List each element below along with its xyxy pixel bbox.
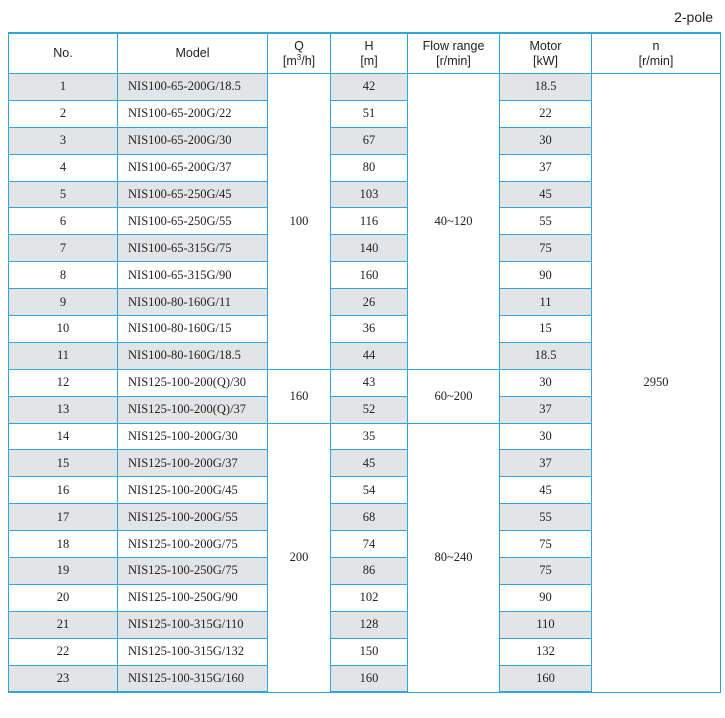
cell-no: 22 <box>9 638 118 665</box>
cell-model: NIS125-100-200G/55 <box>118 504 268 531</box>
cell-h: 26 <box>331 289 408 316</box>
cell-h: 51 <box>331 100 408 127</box>
table-body <box>9 74 721 693</box>
cell-no: 2 <box>9 100 118 127</box>
table-row <box>9 74 721 101</box>
cell-model: NIS100-65-200G/37 <box>118 154 268 181</box>
header-q-unit: $[m^3/h]$ <box>282 52 316 68</box>
cell-model: NIS125-100-250G/75 <box>118 558 268 585</box>
pole-label: 2-pole <box>674 9 713 25</box>
header-flow-range <box>408 33 500 74</box>
cell-h: 80 <box>331 154 408 181</box>
cell-no: 19 <box>9 558 118 585</box>
cell-motor: 132 <box>500 638 592 665</box>
cell-h: 42 <box>331 74 408 101</box>
cell-flow-range: 80~240 <box>408 423 500 692</box>
cell-h: 68 <box>331 504 408 531</box>
cell-model: NIS100-65-315G/90 <box>118 262 268 289</box>
cell-no: 12 <box>9 369 118 396</box>
cell-motor: 15 <box>500 316 592 343</box>
cell-model: NIS100-65-315G/75 <box>118 235 268 262</box>
cell-model: NIS125-100-200G/45 <box>118 477 268 504</box>
cell-model: NIS100-80-160G/15 <box>118 316 268 343</box>
cell-no: 6 <box>9 208 118 235</box>
cell-h: 44 <box>331 342 408 369</box>
cell-motor: 37 <box>500 154 592 181</box>
cell-no: 3 <box>9 127 118 154</box>
cell-motor: 90 <box>500 584 592 611</box>
cell-motor: 37 <box>500 396 592 423</box>
cell-model: NIS125-100-200G/37 <box>118 450 268 477</box>
cell-no: 23 <box>9 665 118 692</box>
cell-model: NIS100-65-200G/22 <box>118 100 268 127</box>
cell-motor: 30 <box>500 423 592 450</box>
cell-model: NIS100-65-250G/55 <box>118 208 268 235</box>
cell-model: NIS100-65-200G/30 <box>118 127 268 154</box>
cell-motor: 22 <box>500 100 592 127</box>
header-h <box>331 33 408 74</box>
cell-motor: 18.5 <box>500 342 592 369</box>
cell-motor: 160 <box>500 665 592 692</box>
header-q <box>268 33 331 74</box>
cell-model: NIS125-100-200(Q)/30 <box>118 369 268 396</box>
header-h-unit: [m] <box>360 53 378 68</box>
cell-no: 21 <box>9 611 118 638</box>
cell-no: 15 <box>9 450 118 477</box>
cell-h: 67 <box>331 127 408 154</box>
cell-h: 45 <box>331 450 408 477</box>
cell-no: 1 <box>9 74 118 101</box>
cell-model: NIS100-80-160G/11 <box>118 289 268 316</box>
cell-no: 18 <box>9 531 118 558</box>
cell-model: NIS125-100-315G/160 <box>118 665 268 692</box>
cell-h: 103 <box>331 181 408 208</box>
cell-motor: 11 <box>500 289 592 316</box>
cell-motor: 75 <box>500 235 592 262</box>
cell-motor: 75 <box>500 531 592 558</box>
header-row <box>9 33 721 74</box>
cell-no: 16 <box>9 477 118 504</box>
header-motor-label: Motor <box>529 38 562 53</box>
cell-flow-range: 40~120 <box>408 74 500 370</box>
cell-h: 86 <box>331 558 408 585</box>
cell-motor: 110 <box>500 611 592 638</box>
cell-no: 13 <box>9 396 118 423</box>
cell-model: NIS125-100-200G/30 <box>118 423 268 450</box>
cell-no: 8 <box>9 262 118 289</box>
cell-model: NIS125-100-315G/110 <box>118 611 268 638</box>
header-q-label: Q <box>294 38 304 53</box>
cell-model: NIS125-100-200(Q)/37 <box>118 396 268 423</box>
cell-h: 160 <box>331 262 408 289</box>
cell-model: NIS100-80-160G/18.5 <box>118 342 268 369</box>
cell-h: 35 <box>331 423 408 450</box>
cell-q: 200 <box>268 423 331 692</box>
pump-spec-table <box>8 32 721 693</box>
cell-no: 10 <box>9 316 118 343</box>
cell-h: 54 <box>331 477 408 504</box>
cell-motor: 75 <box>500 558 592 585</box>
cell-motor: 30 <box>500 127 592 154</box>
cell-motor: 45 <box>500 181 592 208</box>
cell-no: 7 <box>9 235 118 262</box>
cell-motor: 55 <box>500 208 592 235</box>
cell-model: NIS100-65-250G/45 <box>118 181 268 208</box>
header-flow-label: Flow range <box>422 38 485 53</box>
cell-no: 20 <box>9 584 118 611</box>
cell-h: 116 <box>331 208 408 235</box>
cell-h: 150 <box>331 638 408 665</box>
cell-motor: 18.5 <box>500 74 592 101</box>
header-flow-unit: [r/min] <box>436 53 471 68</box>
cell-model: NIS125-100-315G/132 <box>118 638 268 665</box>
cell-no: 4 <box>9 154 118 181</box>
cell-motor: 37 <box>500 450 592 477</box>
cell-model: NIS125-100-200G/75 <box>118 531 268 558</box>
cell-h: 43 <box>331 369 408 396</box>
cell-h: 36 <box>331 316 408 343</box>
cell-motor: 30 <box>500 369 592 396</box>
cell-q: 100 <box>268 74 331 370</box>
cell-motor: 55 <box>500 504 592 531</box>
cell-q: 160 <box>268 369 331 423</box>
header-h-label: H <box>364 38 374 53</box>
cell-motor: 90 <box>500 262 592 289</box>
cell-n: 2950 <box>592 74 721 693</box>
header-motor-unit: [kW] <box>533 53 558 68</box>
cell-h: 128 <box>331 611 408 638</box>
cell-h: 160 <box>331 665 408 692</box>
header-no: No. <box>9 33 118 74</box>
cell-model: NIS100-65-200G/18.5 <box>118 74 268 101</box>
cell-model: NIS125-100-250G/90 <box>118 584 268 611</box>
header-n-unit: [r/min] <box>638 53 674 68</box>
cell-flow-range: 60~200 <box>408 369 500 423</box>
header-model: Model <box>118 33 268 74</box>
cell-motor: 45 <box>500 477 592 504</box>
header-motor <box>500 33 592 74</box>
cell-h: 140 <box>331 235 408 262</box>
cell-no: 14 <box>9 423 118 450</box>
cell-no: 17 <box>9 504 118 531</box>
cell-h: 102 <box>331 584 408 611</box>
header-n-label: n <box>652 38 660 53</box>
cell-no: 5 <box>9 181 118 208</box>
header-n <box>592 33 721 74</box>
cell-no: 11 <box>9 342 118 369</box>
cell-h: 52 <box>331 396 408 423</box>
cell-h: 74 <box>331 531 408 558</box>
cell-no: 9 <box>9 289 118 316</box>
